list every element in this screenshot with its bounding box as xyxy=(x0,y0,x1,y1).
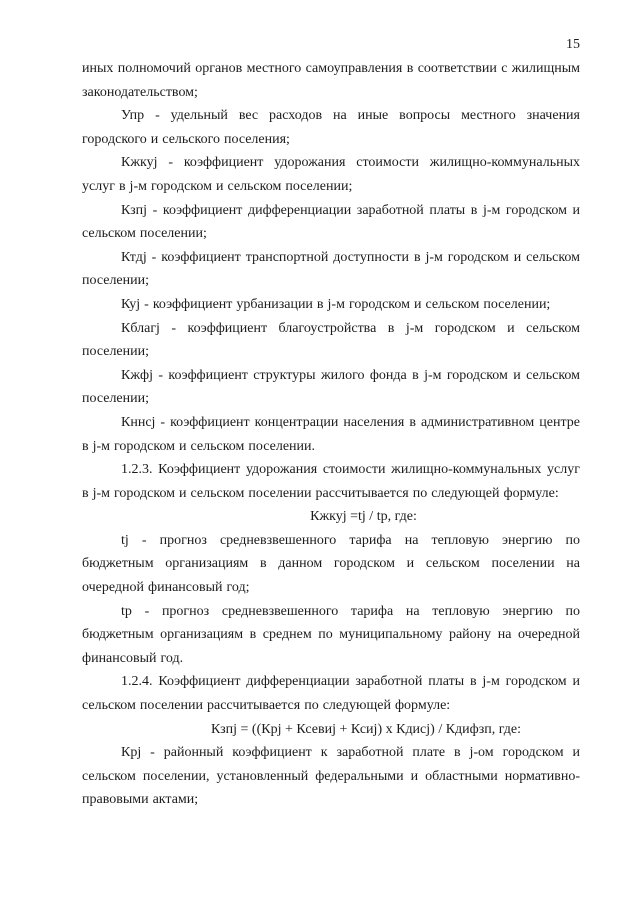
paragraph-kblag: Кблагj - коэффициент благоустройства в j-м городском и сельском поселении; xyxy=(82,320,580,360)
paragraph-krj: Крj - районный коэффициент к заработной плате в j-ом городском и сельском поселении, установленный федеральными и областными нормативно-правовыми актами; xyxy=(82,745,580,808)
paragraph-kzhku: Кжкуj - коэффициент удорожания стоимости жилищно-коммунальных услуг в j-м городском и сельском поселении; xyxy=(82,155,580,194)
paragraph-kzp: Кзпj - коэффициент дифференциации заработной платы в j-м городском и сельском поселении; xyxy=(82,202,580,242)
document-body xyxy=(82,57,580,812)
formula-kzp: Кзпj = ((Крj + Ксевиj + Ксиj) x Кдисj) / Кдифзп, где: xyxy=(210,721,522,737)
paragraph: иных полномочий органов местного самоуправления в соответствии с жилищным законодательством; xyxy=(82,61,580,100)
page-number: 15 xyxy=(566,37,580,52)
paragraph-ku: Куj - коэффициент урбанизации в j-м городском и сельском поселении; xyxy=(121,296,551,312)
paragraph-knns: Кннсj - коэффициент концентрации населения в административном центре в j-м городском и сельском поселении. xyxy=(82,414,580,454)
formula-kzhku: Кжкуj =tj / tp, где: xyxy=(310,509,417,525)
paragraph-tp: tp - прогноз средневзвешенного тарифа на тепловую энергию по бюджетным организациям в среднем по муниципальному району на очередной финансовый год. xyxy=(82,603,580,666)
section-1-2-4: 1.2.4. Коэффициент дифференциации заработной платы в j-м городском и сельском поселении рассчитывается по следующей формуле: xyxy=(82,674,580,714)
section-1-2-3: 1.2.3. Коэффициент удорожания стоимости жилищно-коммунальных услуг в j-м городском и сельском поселении рассчитывается по следующей формуле: xyxy=(82,462,580,501)
paragraph-kzhf: Кжфj - коэффициент структуры жилого фонда в j-м городском и сельском поселении; xyxy=(82,367,580,407)
paragraph-upr: Упр - удельный вес расходов на иные вопросы местного значения городского и сельского поселения; xyxy=(82,108,580,147)
paragraph-tj: tj - прогноз средневзвешенного тарифа на тепловую энергию по бюджетным организациям в данном городском и сельском поселении на очередной финансовый год; xyxy=(82,532,580,596)
paragraph-ktd: Ктдj - коэффициент транспортной доступности в j-м городском и сельском поселении; xyxy=(82,249,580,289)
